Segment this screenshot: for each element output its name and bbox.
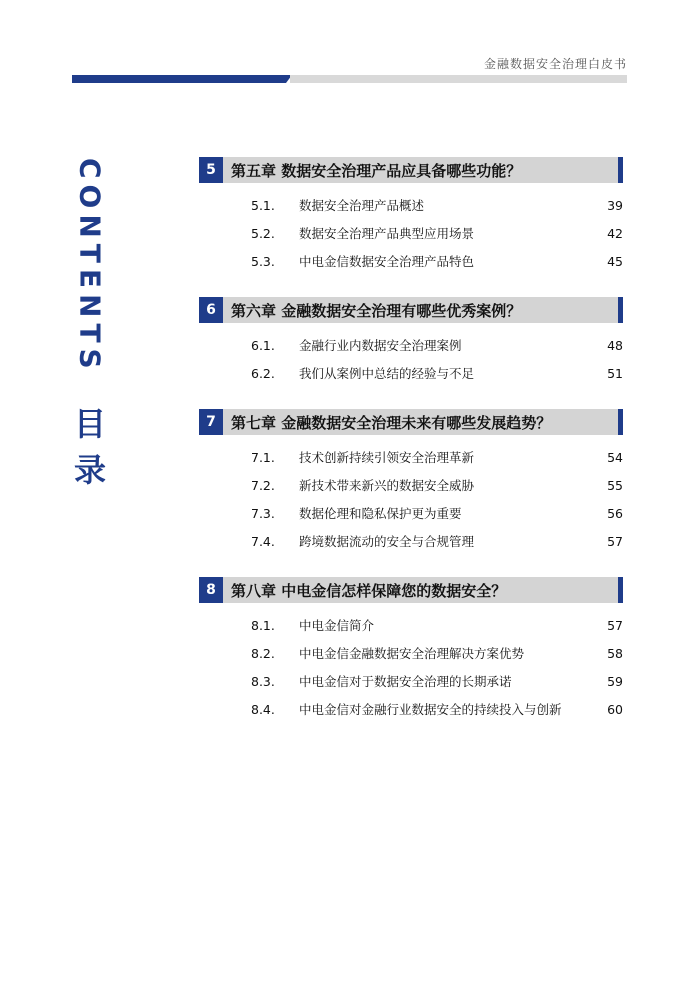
- page-number: 60: [607, 701, 623, 717]
- section-number: 7.2.: [251, 477, 275, 493]
- page-number: 42: [607, 225, 623, 241]
- page-number: 57: [607, 533, 623, 549]
- header-bar-accent: [72, 75, 292, 83]
- section-title: 中电金信对于数据安全治理的长期承诺: [299, 674, 512, 689]
- page-number: 57: [607, 617, 623, 633]
- page-number: 45: [607, 253, 623, 269]
- chapter-bar[interactable]: [199, 157, 623, 183]
- section-title: 中电金信简介: [299, 618, 375, 633]
- toc-entry[interactable]: [199, 219, 623, 247]
- chapter-title: 第五章 数据安全治理产品应具备哪些功能？: [231, 161, 522, 180]
- page-number: 39: [607, 197, 623, 213]
- chapter-bar[interactable]: [199, 577, 623, 603]
- section-number: 6.1.: [251, 337, 275, 353]
- header-bar-rule: [290, 75, 627, 83]
- section-title: 数据安全治理产品典型应用场景: [299, 226, 475, 241]
- page-number: 55: [607, 477, 623, 493]
- chapter-6: [199, 297, 623, 387]
- header-bar: [72, 75, 627, 83]
- section-number: 6.2.: [251, 365, 275, 381]
- chapter-8: [199, 577, 623, 723]
- toc-entry[interactable]: [199, 191, 623, 219]
- toc-entry[interactable]: [199, 695, 623, 723]
- section-number: 5.1.: [251, 197, 275, 213]
- toc-entry[interactable]: [199, 331, 623, 359]
- chapter-5: [199, 157, 623, 275]
- section-number: 8.3.: [251, 673, 275, 689]
- section-number: 8.1.: [251, 617, 275, 633]
- section-title: 新技术带来新兴的数据安全威胁: [299, 478, 475, 493]
- chapter-title: 第八章 中电金信怎样保障您的数据安全？: [231, 581, 507, 600]
- section-title: 技术创新持续引领安全治理革新: [299, 450, 475, 465]
- section-number: 7.3.: [251, 505, 275, 521]
- page-number: 59: [607, 673, 623, 689]
- section-number: 8.2.: [251, 645, 275, 661]
- section-title: 跨境数据流动的安全与合规管理: [299, 534, 475, 549]
- toc-entry[interactable]: [199, 499, 623, 527]
- chapter-number: 7: [199, 409, 223, 435]
- contents-label: CONTENTS: [73, 158, 107, 375]
- section-title: 数据伦理和隐私保护更为重要: [299, 506, 462, 521]
- page-number: 56: [607, 505, 623, 521]
- chapter-number: 8: [199, 577, 223, 603]
- section-title: 我们从案例中总结的经验与不足: [299, 366, 475, 381]
- toc-entry[interactable]: [199, 359, 623, 387]
- toc-entry[interactable]: [199, 639, 623, 667]
- page-number: 54: [607, 449, 623, 465]
- page-number: 51: [607, 365, 623, 381]
- page-number: 58: [607, 645, 623, 661]
- chapter-title: 第七章 金融数据安全治理未来有哪些发展趋势？: [231, 413, 552, 432]
- section-title: 中电金信数据安全治理产品特色: [299, 254, 475, 269]
- section-title: 金融行业内数据安全治理案例: [299, 338, 462, 353]
- page-number: 48: [607, 337, 623, 353]
- toc-entry[interactable]: [199, 247, 623, 275]
- section-title: 中电金信对金融行业数据安全的持续投入与创新: [299, 702, 562, 717]
- section-title: 数据安全治理产品概述: [299, 198, 425, 213]
- chapter-7: [199, 409, 623, 555]
- section-number: 7.1.: [251, 449, 275, 465]
- toc-entry[interactable]: [199, 667, 623, 695]
- section-number: 5.3.: [251, 253, 275, 269]
- section-number: 8.4.: [251, 701, 275, 717]
- section-number: 5.2.: [251, 225, 275, 241]
- toc-entry[interactable]: [199, 471, 623, 499]
- contents-heading: [70, 158, 110, 493]
- lu-char: 录: [73, 450, 106, 489]
- chapter-bar[interactable]: [199, 297, 623, 323]
- toc-entry[interactable]: [199, 611, 623, 639]
- chapter-title: 第六章 金融数据安全治理有哪些优秀案例？: [231, 301, 522, 320]
- mulu-label: [74, 401, 106, 493]
- document-title: 金融数据安全治理白皮书: [483, 57, 627, 71]
- chapter-number: 5: [199, 157, 223, 183]
- section-title: 中电金信金融数据安全治理解决方案优势: [299, 646, 525, 661]
- toc-entry[interactable]: [199, 527, 623, 555]
- chapter-number: 6: [199, 297, 223, 323]
- section-number: 7.4.: [251, 533, 275, 549]
- toc-entry[interactable]: [199, 443, 623, 471]
- mu-char: 目: [73, 404, 106, 443]
- table-of-contents: [199, 157, 623, 745]
- chapter-bar[interactable]: [199, 409, 623, 435]
